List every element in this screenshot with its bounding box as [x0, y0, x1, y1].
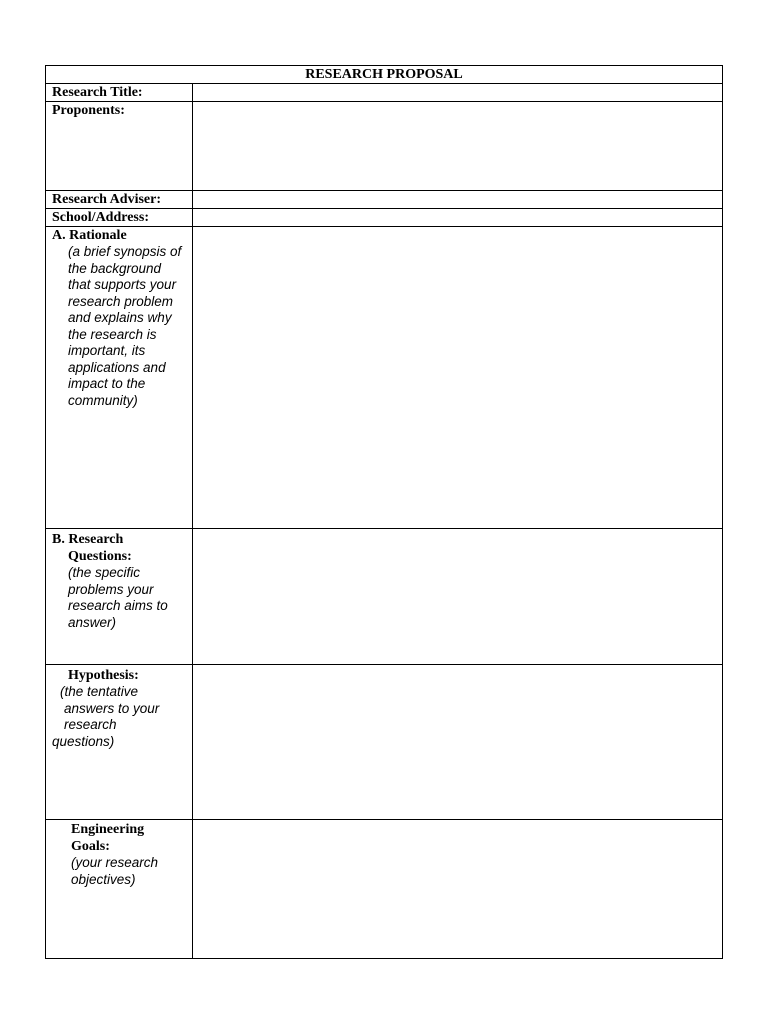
- hypothesis-field[interactable]: [193, 665, 723, 820]
- research-proposal-form: [45, 65, 723, 959]
- rationale-field[interactable]: [193, 227, 723, 529]
- engineering-goals-heading-cont: Goals:: [71, 839, 110, 854]
- proponents-field[interactable]: [193, 102, 723, 191]
- research-questions-desc-line: research aims to: [68, 598, 168, 613]
- hypothesis-desc-line: questions): [52, 733, 115, 749]
- rationale-desc-line: and explains why: [68, 310, 172, 325]
- rationale-desc-line: the research is: [68, 326, 157, 342]
- research-title-field[interactable]: [193, 84, 723, 102]
- research-adviser-label: Research Adviser:: [46, 191, 193, 209]
- hypothesis-desc-line: (the tentative: [60, 684, 139, 699]
- research-questions-heading-cont: Questions:: [68, 549, 132, 564]
- rationale-desc-line: research problem: [68, 293, 174, 309]
- rationale-desc-line: the background: [68, 260, 162, 276]
- form-title: RESEARCH PROPOSAL: [46, 66, 723, 84]
- rationale-desc-line: (a brief synopsis of: [68, 244, 182, 259]
- engineering-goals-heading: Engineering: [71, 822, 145, 837]
- rationale-desc-line: impact to the: [68, 376, 146, 391]
- research-adviser-field[interactable]: [193, 191, 723, 209]
- hypothesis-description: [46, 684, 192, 750]
- hypothesis-desc-line: research: [64, 717, 117, 732]
- hypothesis-heading: Hypothesis:: [68, 668, 139, 683]
- hypothesis-label-cell: [46, 665, 193, 820]
- engineering-goals-field[interactable]: [193, 820, 723, 959]
- research-title-label: Research Title:: [46, 84, 193, 102]
- research-questions-desc-line: (the specific: [68, 565, 141, 580]
- research-questions-description: [46, 565, 192, 631]
- rationale-desc-line: applications and: [68, 359, 166, 375]
- school-address-field[interactable]: [193, 209, 723, 227]
- rationale-desc-line: community): [68, 392, 138, 408]
- engineering-goals-desc-line: objectives): [71, 871, 136, 887]
- rationale-heading: A. Rationale: [52, 228, 127, 243]
- research-questions-field[interactable]: [193, 529, 723, 665]
- hypothesis-desc-line: answers to your: [64, 700, 160, 716]
- school-address-label: School/Address:: [46, 209, 193, 227]
- rationale-label-cell: [46, 227, 193, 529]
- rationale-desc-line: important, its: [68, 343, 146, 358]
- research-questions-heading: B. Research: [52, 532, 124, 547]
- engineering-goals-description: [46, 855, 192, 888]
- research-questions-desc-line: answer): [68, 614, 117, 630]
- research-questions-label-cell: [46, 529, 193, 665]
- research-questions-desc-line: problems your: [68, 581, 154, 597]
- rationale-description: [46, 244, 192, 409]
- proponents-label: Proponents:: [46, 102, 193, 191]
- engineering-goals-desc-line: (your research: [71, 855, 159, 870]
- engineering-goals-label-cell: [46, 820, 193, 959]
- rationale-desc-line: that supports your: [68, 277, 177, 292]
